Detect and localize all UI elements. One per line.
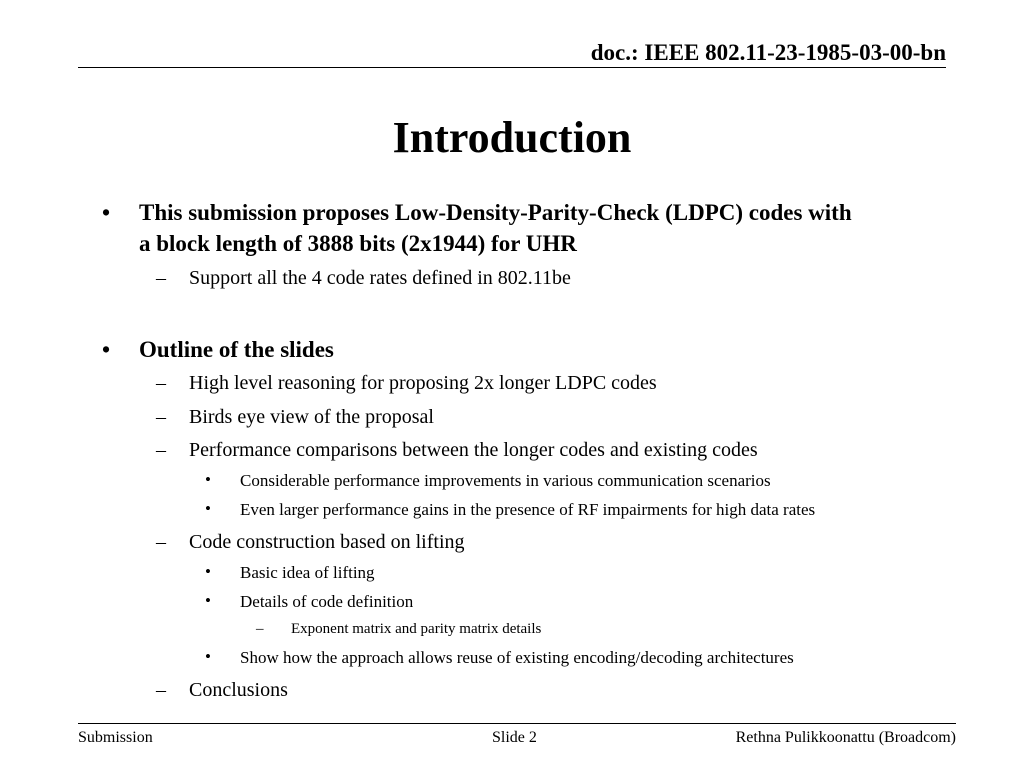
- dot-marker: •: [205, 647, 211, 666]
- footer-author: Rethna Pulikkoonattu (Broadcom): [735, 729, 956, 746]
- bullet2-sub3-item1: Considerable performance improvements in various communication scenarios: [240, 471, 771, 490]
- bullet2-sub4-item2: Details of code definition: [240, 592, 414, 611]
- dash-marker: –: [156, 372, 166, 394]
- footer-submission: Submission: [78, 729, 153, 746]
- dash-marker: –: [156, 679, 166, 701]
- bullet1-line2: a block length of 3888 bits (2x1944) for UHR: [139, 231, 577, 256]
- document-id: doc.: IEEE 802.11-23-1985-03-00-bn: [590, 40, 946, 65]
- dot-marker: •: [205, 499, 211, 518]
- dot-marker: •: [205, 470, 211, 489]
- bullet2-sub2: Birds eye view of the proposal: [189, 406, 434, 428]
- slide-title: Introduction: [392, 113, 632, 162]
- bullet2-sub4: Code construction based on lifting: [189, 531, 465, 553]
- bullet2-sub4-item2-sub: Exponent matrix and parity matrix details: [291, 621, 542, 637]
- footer-divider: [78, 723, 956, 724]
- dash-marker: –: [156, 439, 166, 461]
- bullet-marker: •: [102, 200, 111, 225]
- bullet1-line1: This submission proposes Low-Density-Parity-Check (LDPC) codes with: [139, 200, 852, 225]
- bullet2-sub1: High level reasoning for proposing 2x longer LDPC codes: [189, 372, 657, 394]
- bullet2-sub3-item2: Even larger performance gains in the presence of RF impairments for high data rates: [240, 500, 816, 519]
- dash-marker: –: [156, 406, 166, 428]
- dash-marker: –: [256, 621, 264, 637]
- bullet2-sub4-item3: Show how the approach allows reuse of existing encoding/decoding architectures: [240, 648, 794, 667]
- bullet2-sub5: Conclusions: [189, 679, 288, 701]
- dot-marker: •: [205, 591, 211, 610]
- bullet2-sub4-item1: Basic idea of lifting: [240, 563, 375, 582]
- bullet2-text: Outline of the slides: [139, 337, 334, 362]
- dash-marker: –: [156, 267, 166, 289]
- bullet1-sub1: Support all the 4 code rates defined in 802.11be: [189, 267, 571, 289]
- bullet2-sub3: Performance comparisons between the longer codes and existing codes: [189, 439, 758, 461]
- bullet-marker: •: [102, 337, 111, 362]
- dash-marker: –: [156, 531, 166, 553]
- dot-marker: •: [205, 562, 211, 581]
- footer-slide-number: Slide 2: [492, 729, 537, 746]
